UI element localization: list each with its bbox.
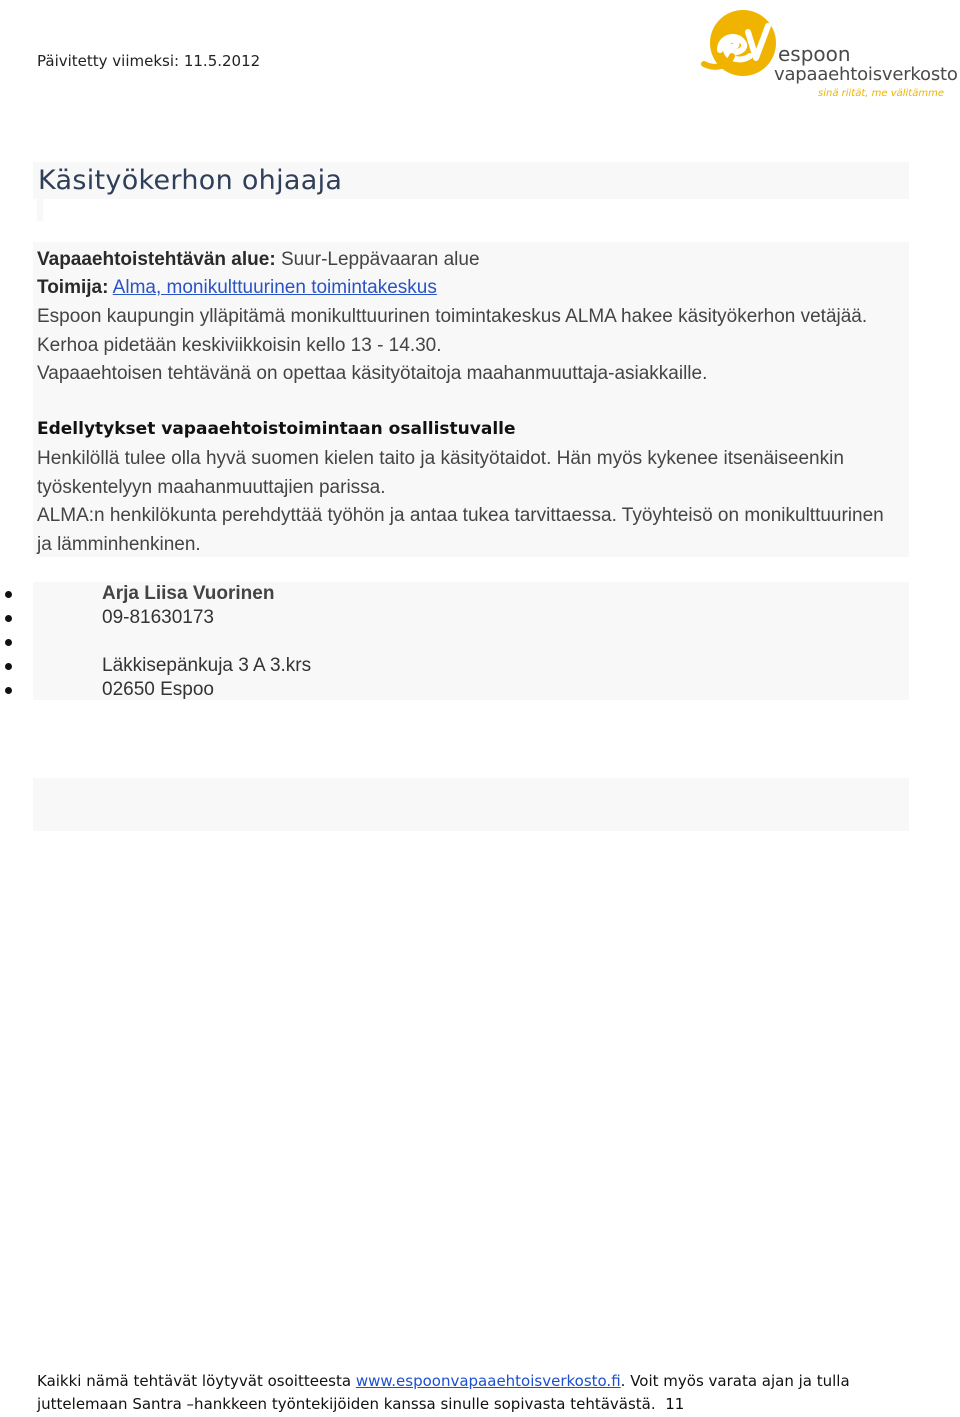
updated-date: Päivitetty viimeksi: 11.5.2012 — [37, 52, 261, 70]
logo-word-vapaaehtoisverkosto: vapaaehtoisverkosto — [774, 64, 958, 85]
page-title: Käsityökerhon ohjaaja — [38, 165, 343, 196]
empty-band — [33, 778, 909, 831]
contact-phone: 09-81630173 — [102, 607, 214, 628]
footer-website-link[interactable]: www.espoonvapaaehtoisverkosto.fi — [355, 1372, 621, 1390]
logo-tagline: sinä riität, me välitämme — [818, 88, 944, 99]
page-number: 11 — [665, 1395, 685, 1413]
footer-text-after: . Voit myös varata ajan ja tulla juttelemaan Santra –hankkeen työntekijöiden kanssa sinulle sopivasta tehtävästä. — [37, 1372, 850, 1413]
logo-word-espoon: espoon — [778, 42, 851, 66]
title-band-tick — [37, 199, 43, 221]
bullet-icon — [5, 591, 12, 598]
footer-note — [37, 1370, 937, 1416]
contact-name: Arja Liisa Vuorinen — [102, 583, 275, 604]
footer-text-before: Kaikki nämä tehtävät löytyvät osoitteesta — [37, 1372, 356, 1390]
bullet-icon — [5, 639, 12, 646]
bullet-icon — [5, 687, 12, 694]
requirements-text: Henkilöllä tulee olla hyvä suomen kielen taito ja käsityötaidot. Hän myös kykenee itsenäiseenkin työskentelyyn maahanmuuttajien parissa. — [37, 448, 844, 498]
ev-logo-icon — [698, 6, 778, 88]
requirements-text-2: ALMA:n henkilökunta perehdyttää työhön ja antaa tukea tarvittaessa. Työyhteisö on monikulttuurinen ja lämminhenkinen. — [37, 505, 884, 555]
contact-address: Läkkisepänkuja 3 A 3.krs — [102, 655, 312, 676]
organizer-link[interactable]: Alma, monikulttuurinen toimintakeskus — [112, 277, 437, 298]
description-text: Espoon kaupungin ylläpitämä monikulttuurinen toimintakeskus ALMA hakee käsityökerhon vetäjää. Kerhoa pidetään keskiviikkoisin kello 13 - 14.30. — [37, 306, 868, 356]
organizer-line — [37, 274, 897, 303]
organizer-label: Toimija: — [37, 277, 109, 298]
area-value: Suur-Leppävaaran alue — [280, 249, 480, 270]
area-label: Vapaaehtoistehtävän alue: — [37, 249, 276, 270]
contact-city: 02650 Espoo — [102, 679, 214, 700]
requirements-heading: Edellytykset vapaaehtoistoimintaan osallistuvalle — [37, 419, 516, 439]
bullet-icon — [5, 663, 12, 670]
espoon-vapaaehtoisverkosto-logo — [698, 6, 960, 102]
description-text-2: Vapaaehtoisen tehtävänä on opettaa käsityötaitoja maahanmuuttaja-asiakkaille. — [37, 363, 708, 384]
bullet-icon — [5, 615, 12, 622]
area-line — [37, 246, 897, 275]
